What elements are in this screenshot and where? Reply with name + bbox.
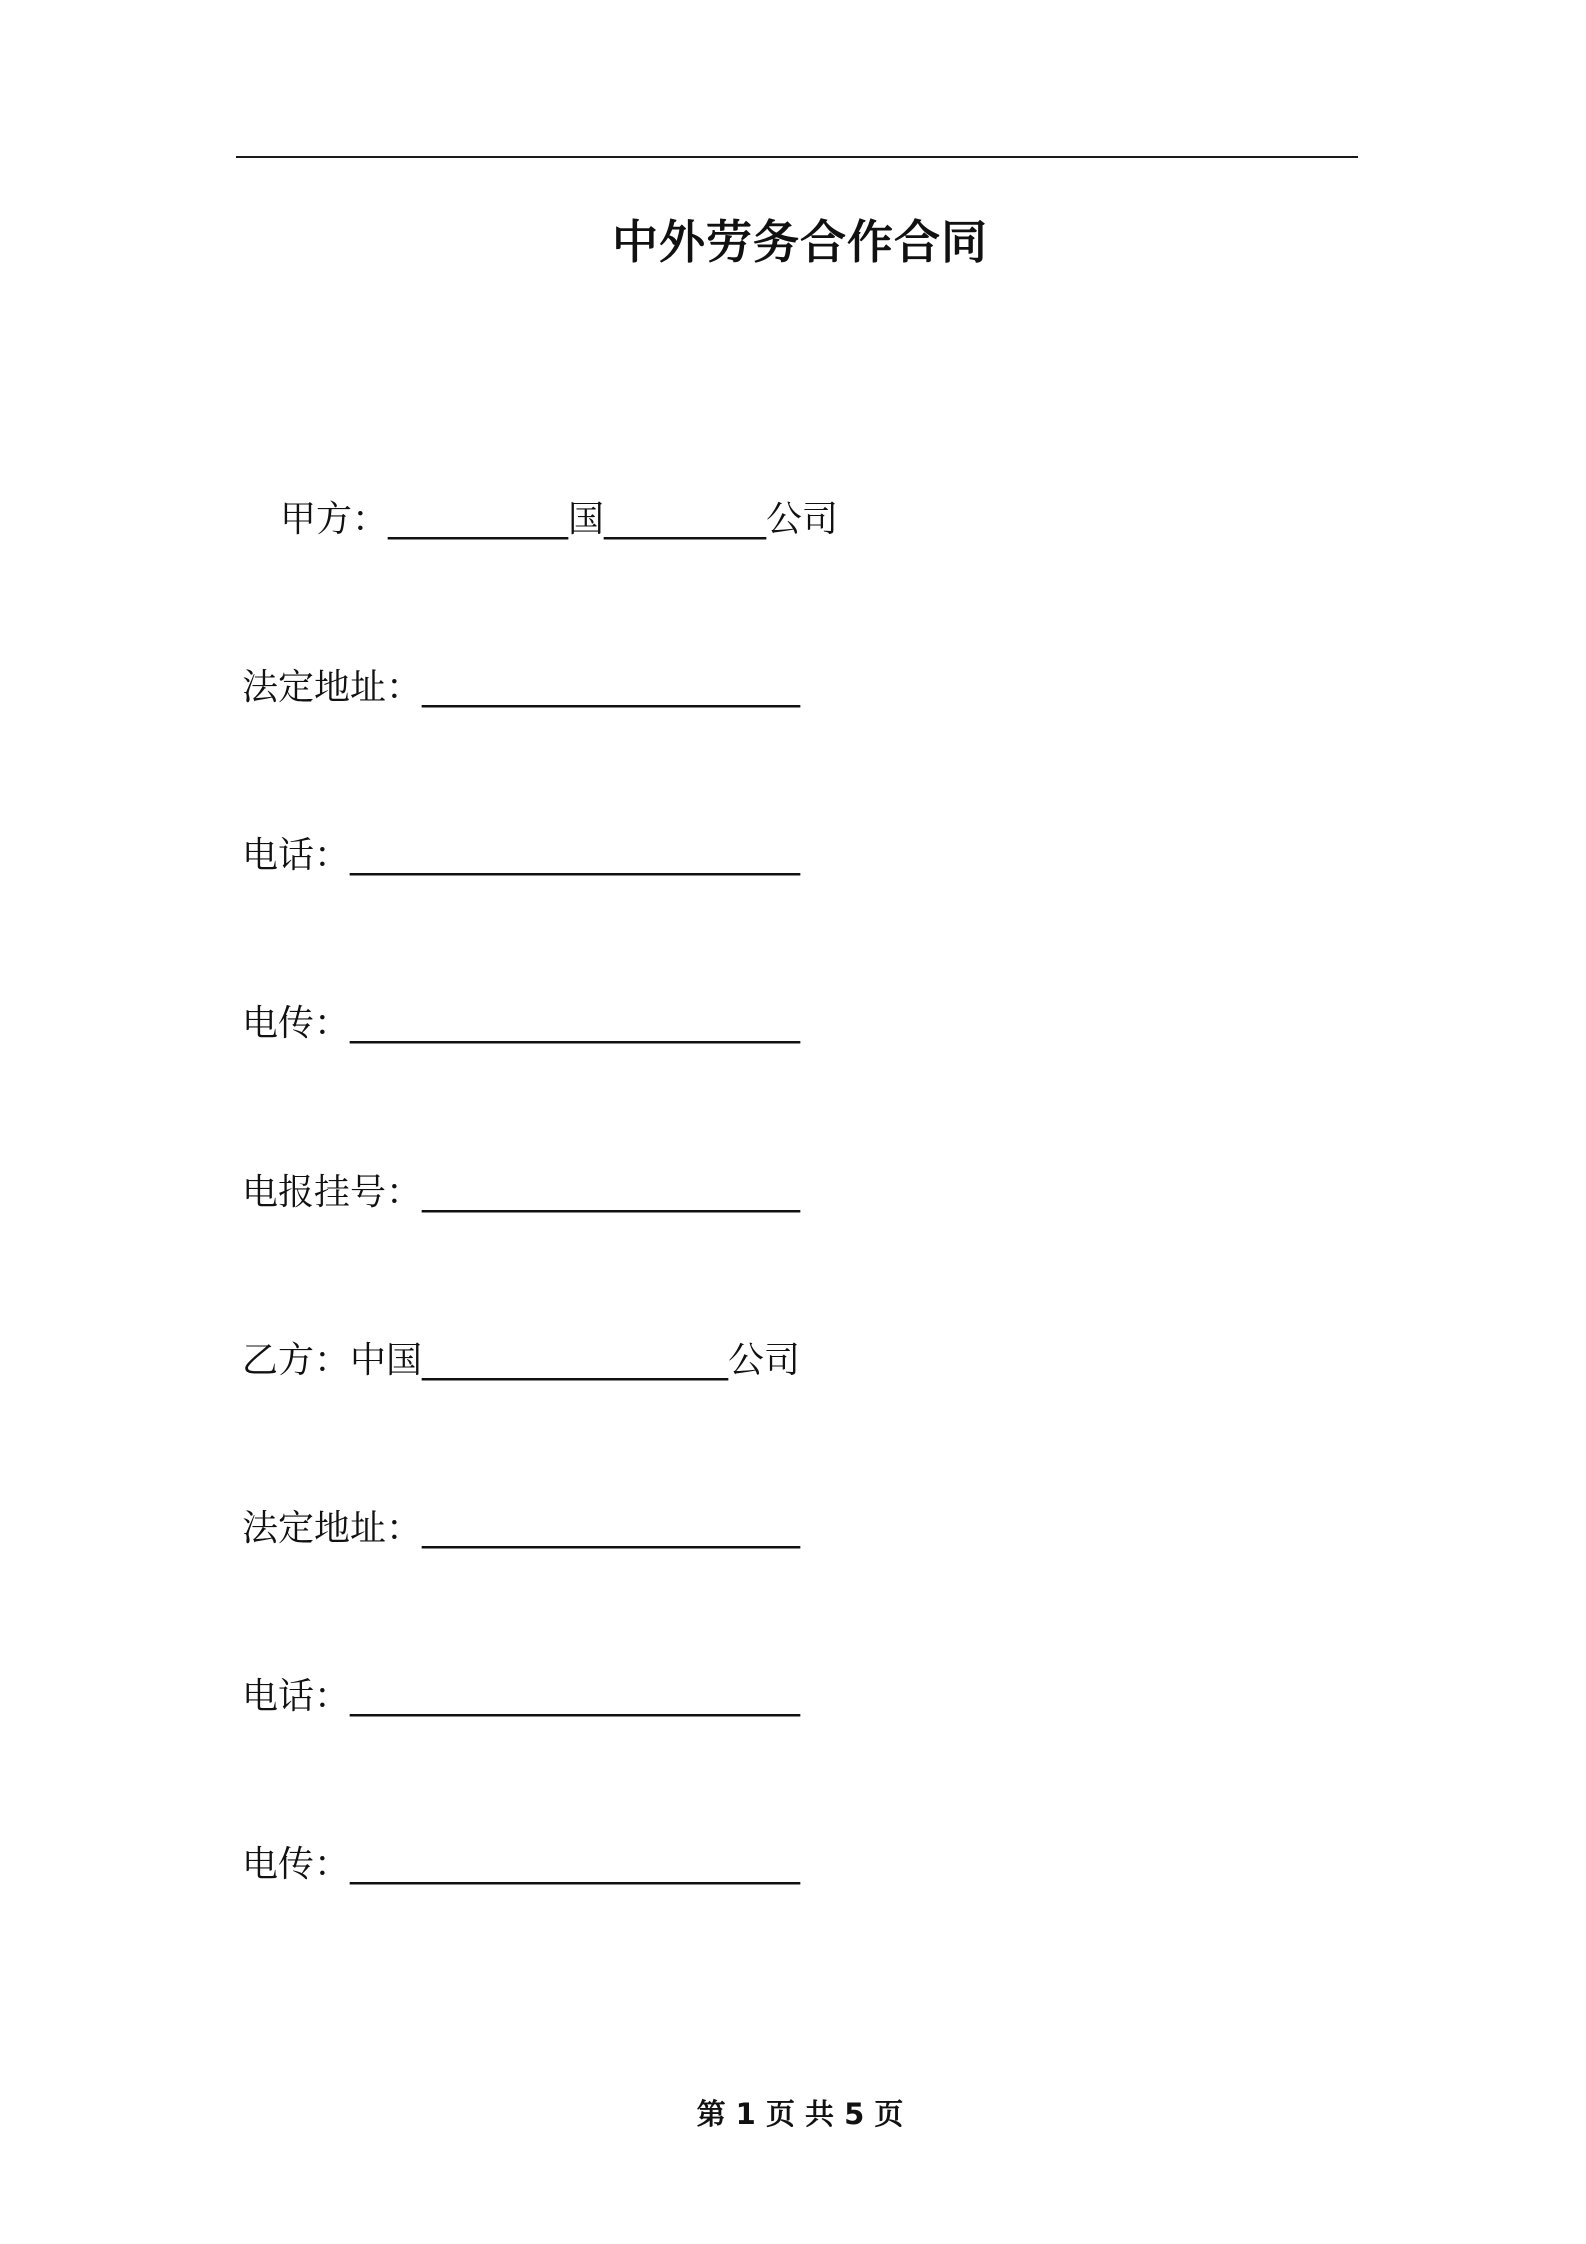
document-title: 中外劳务合作合同 [612, 215, 988, 269]
party-a-phone-field: 电话：_________________________ [242, 835, 801, 876]
page-indicator: 第 1 页 共 5 页 [696, 2097, 904, 2131]
party-b-name-field: 乙方：中国_________________公司 [242, 1340, 801, 1381]
party-a-name-field: 甲方：__________国_________公司 [280, 499, 839, 540]
party-b-address-field: 法定地址：_____________________ [242, 1508, 801, 1549]
party-a-address-field: 法定地址：_____________________ [242, 667, 801, 708]
party-a-fax-field: 电传：_________________________ [242, 1003, 801, 1044]
party-b-phone-field: 电话：_________________________ [242, 1676, 801, 1717]
party-b-fax-field: 电传：_________________________ [242, 1844, 801, 1885]
header-rule [236, 156, 1358, 158]
party-a-telegram-field: 电报挂号：_____________________ [242, 1172, 801, 1213]
